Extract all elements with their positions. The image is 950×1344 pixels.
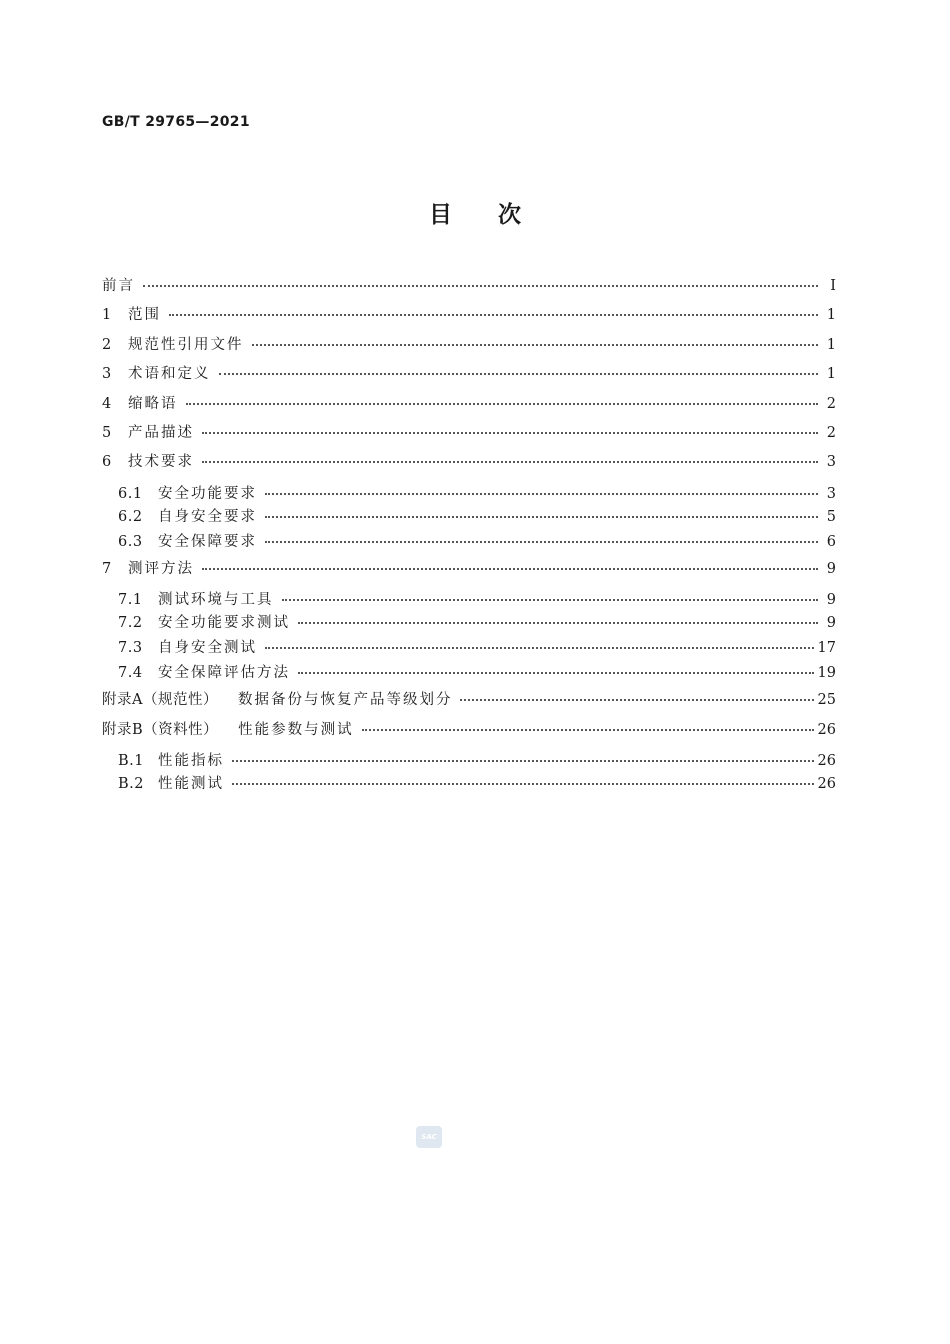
toc-entry-number: 6.2 <box>118 508 143 525</box>
toc-entry-number: 7.4 <box>118 665 143 682</box>
toc-entry-label: 自身安全要求 <box>158 508 257 525</box>
toc-entry-page: 3 <box>826 454 836 471</box>
toc-dot-leader <box>298 622 818 624</box>
toc-entry[interactable] <box>102 772 836 797</box>
toc-entry-page: I <box>830 278 836 294</box>
toc-entry-label: 安全保障要求 <box>158 533 257 550</box>
toc-dot-leader <box>143 285 818 287</box>
toc-entry[interactable] <box>102 555 836 584</box>
toc-entry-page: 9 <box>826 592 836 609</box>
toc-entry-label: 性能参数与测试 <box>238 721 354 738</box>
toc-entry[interactable] <box>102 360 836 389</box>
toc-entry-label: 性能测试 <box>158 775 224 792</box>
toc-entry-label: 术语和定义 <box>128 366 211 383</box>
toc-entry-label: 技术要求 <box>128 454 194 471</box>
toc-entry-label: 安全功能要求 <box>158 485 257 502</box>
toc-entry-label: 产品描述 <box>128 424 194 441</box>
toc-entry-label: 性能指标 <box>158 752 224 769</box>
toc-dot-leader <box>232 760 814 762</box>
toc-entry[interactable] <box>102 272 836 301</box>
toc-entry[interactable] <box>102 301 836 330</box>
toc-entry-page: 26 <box>817 752 836 769</box>
toc-dot-leader <box>282 599 819 601</box>
toc-entry-page: 26 <box>817 721 836 738</box>
toc-entry-number: 附录B（资料性） <box>102 721 219 738</box>
toc-entry-page: 17 <box>817 640 836 657</box>
toc-entry-page: 6 <box>826 533 836 550</box>
toc-entry-number: B.1 <box>118 752 144 769</box>
toc-entry-page: 2 <box>826 395 836 412</box>
toc-entry-page: 1 <box>826 307 836 324</box>
toc-entry-number: 1 <box>102 307 112 324</box>
toc-entry-number: 7 <box>102 560 112 577</box>
toc-entry[interactable] <box>102 419 836 448</box>
toc-entry-label: 范围 <box>128 307 161 324</box>
toc-entry-label: 自身安全测试 <box>158 640 257 657</box>
toc-entry-page: 2 <box>826 424 836 441</box>
toc-entry[interactable] <box>102 448 836 477</box>
toc-entry-label: 缩略语 <box>128 395 178 412</box>
toc-entry[interactable] <box>102 636 836 661</box>
toc-dot-leader <box>169 314 818 316</box>
toc-entry-number: 3 <box>102 366 112 383</box>
page-title: 目次 <box>429 202 567 228</box>
toc-entry-number: 2 <box>102 336 112 353</box>
toc-entry-page: 3 <box>826 485 836 502</box>
toc-entry-number: 7.1 <box>118 592 143 609</box>
toc-entry[interactable] <box>102 716 836 745</box>
toc-entry-page: 1 <box>826 336 836 353</box>
toc-dot-leader <box>265 516 818 518</box>
toc-entry-page: 5 <box>826 508 836 525</box>
toc-entry-label: 测评方法 <box>128 560 194 577</box>
toc-entry-label: 规范性引用文件 <box>128 336 244 353</box>
watermark-text: SAC <box>421 1133 437 1141</box>
toc-dot-leader <box>265 647 814 649</box>
toc-entry-number: 4 <box>102 395 112 412</box>
table-of-contents <box>102 272 836 797</box>
toc-entry-page: 9 <box>826 560 836 577</box>
toc-dot-leader <box>202 568 818 570</box>
toc-entry[interactable] <box>102 611 836 636</box>
toc-dot-leader <box>265 541 818 543</box>
toc-entry-label: 测试环境与工具 <box>158 592 274 609</box>
toc-dot-leader <box>186 403 819 405</box>
toc-entry[interactable] <box>102 390 836 419</box>
toc-entry-number: 7.2 <box>118 615 143 632</box>
toc-entry-page: 9 <box>826 615 836 632</box>
toc-entry[interactable] <box>102 505 836 530</box>
toc-dot-leader <box>298 672 814 674</box>
toc-dot-leader <box>202 461 818 463</box>
toc-entry-page: 19 <box>817 665 836 682</box>
toc-entry-number: B.2 <box>118 775 144 792</box>
toc-entry[interactable] <box>102 331 836 360</box>
toc-entry-label: 前言 <box>102 278 135 294</box>
toc-entry[interactable] <box>102 584 836 611</box>
toc-entry[interactable] <box>102 661 836 686</box>
toc-entry-number: 6.1 <box>118 485 143 502</box>
toc-entry[interactable] <box>102 478 836 505</box>
toc-dot-leader <box>252 344 819 346</box>
toc-dot-leader <box>202 432 818 434</box>
toc-dot-leader <box>219 373 819 375</box>
standard-code: GB/T 29765—2021 <box>102 114 250 130</box>
toc-entry-number: 7.3 <box>118 640 143 657</box>
sac-watermark-logo <box>416 1126 442 1148</box>
toc-entry-page: 25 <box>817 692 836 709</box>
toc-dot-leader <box>362 729 814 731</box>
toc-entry-label: 数据备份与恢复产品等级划分 <box>237 692 453 709</box>
toc-entry[interactable] <box>102 686 836 715</box>
toc-entry-page: 1 <box>826 366 836 383</box>
toc-entry-label: 安全功能要求测试 <box>158 615 290 632</box>
toc-entry[interactable] <box>102 745 836 772</box>
toc-entry-page: 26 <box>817 775 836 792</box>
toc-entry-number: 5 <box>102 424 112 441</box>
toc-dot-leader <box>265 493 818 495</box>
toc-entry-label: 安全保障评估方法 <box>158 665 290 682</box>
toc-entry-number: 6 <box>102 454 112 471</box>
toc-entry-number: 6.3 <box>118 533 143 550</box>
toc-entry-number: 附录A（规范性） <box>102 692 218 709</box>
toc-entry[interactable] <box>102 530 836 555</box>
toc-dot-leader <box>460 699 813 701</box>
toc-dot-leader <box>232 783 814 785</box>
